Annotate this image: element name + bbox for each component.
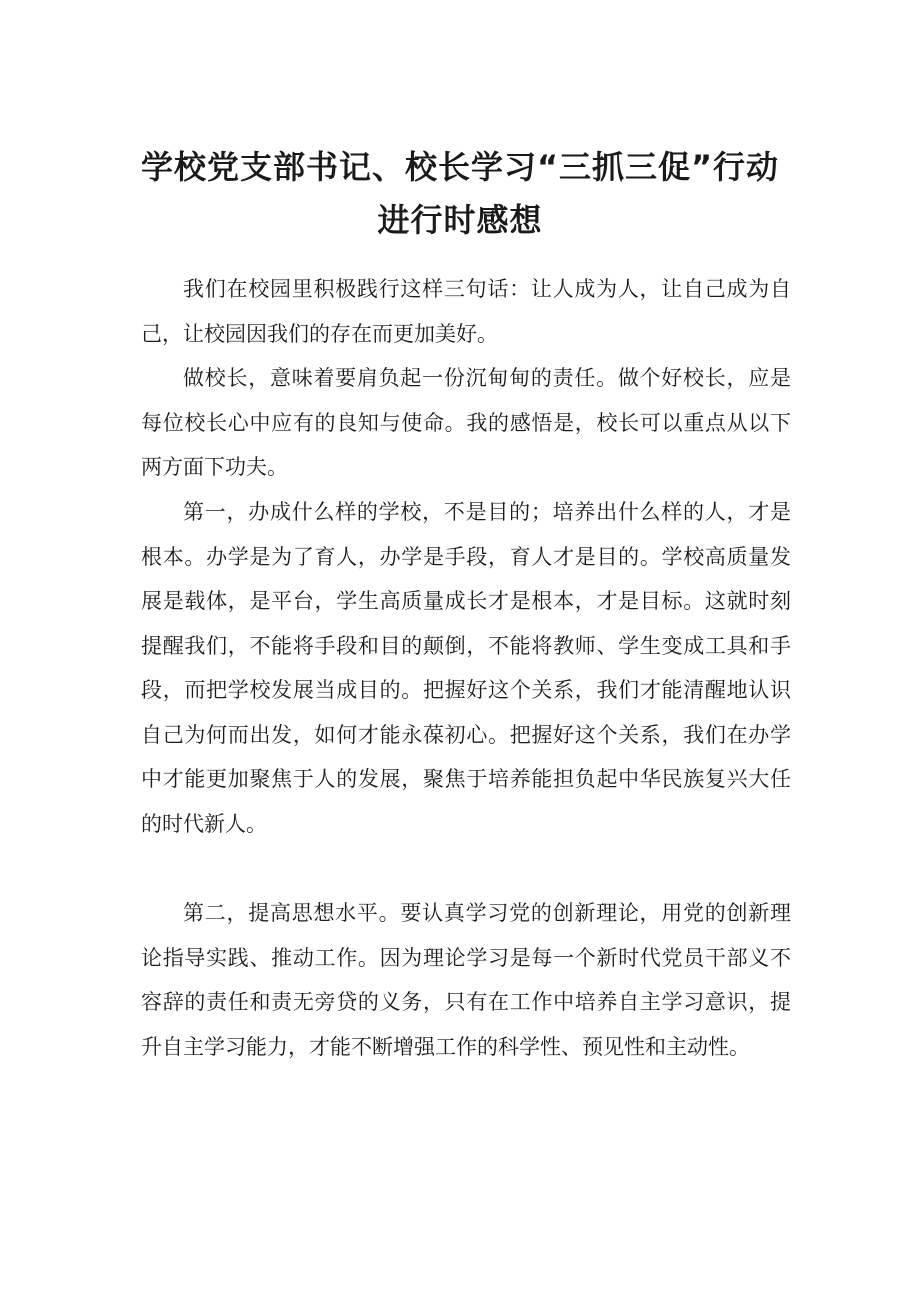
document-title-line-2: 进行时感想 — [377, 201, 543, 239]
body-paragraph-2: 做校长，意味着要肩负起一份沉甸甸的责任。做个好校长，应是每位校长心中应有的良知与使命。我的感悟是，校长可以重点从以下两方面下功夫。 — [141, 366, 791, 479]
body-paragraph-4: 第二，提高思想水平。要认真学习党的创新理论，用党的创新理论指导实践、推动工作。因为理论学习是每一个新时代党员干部义不容辞的责任和责无旁贷的义务，只有在工作中培养自主学习意识，提升自主学习能力，才能不断增强工作的科学性、预见性和主动性。 — [141, 901, 791, 1059]
body-paragraph-3: 第一，办成什么样的学校，不是目的；培养出什么样的人，才是根本。办学是为了育人，办学是手段，育人才是目的。学校高质量发展是载体，是平台，学生高质量成长才是根本，才是目标。这就时刻提醒我们，不能将手段和目的颠倒，不能将教师、学生变成工具和手段，而把学校发展当成目的。把握好这个关系，我们才能清醒地认识自己为何而出发，如何才能永葆初心。把握好这个关系，我们在办学中才能更加聚焦于人的发展，聚焦于培养能担负起中华民族复兴大任的时代新人。 — [141, 500, 791, 836]
body-paragraph-1: 我们在校园里积极践行这样三句话：让人成为人，让自己成为自己，让校园因我们的存在而更加美好。 — [141, 277, 791, 346]
document-title-line-1: 学校党支部书记、校长学习“三抓三促”行动 — [140, 148, 780, 186]
